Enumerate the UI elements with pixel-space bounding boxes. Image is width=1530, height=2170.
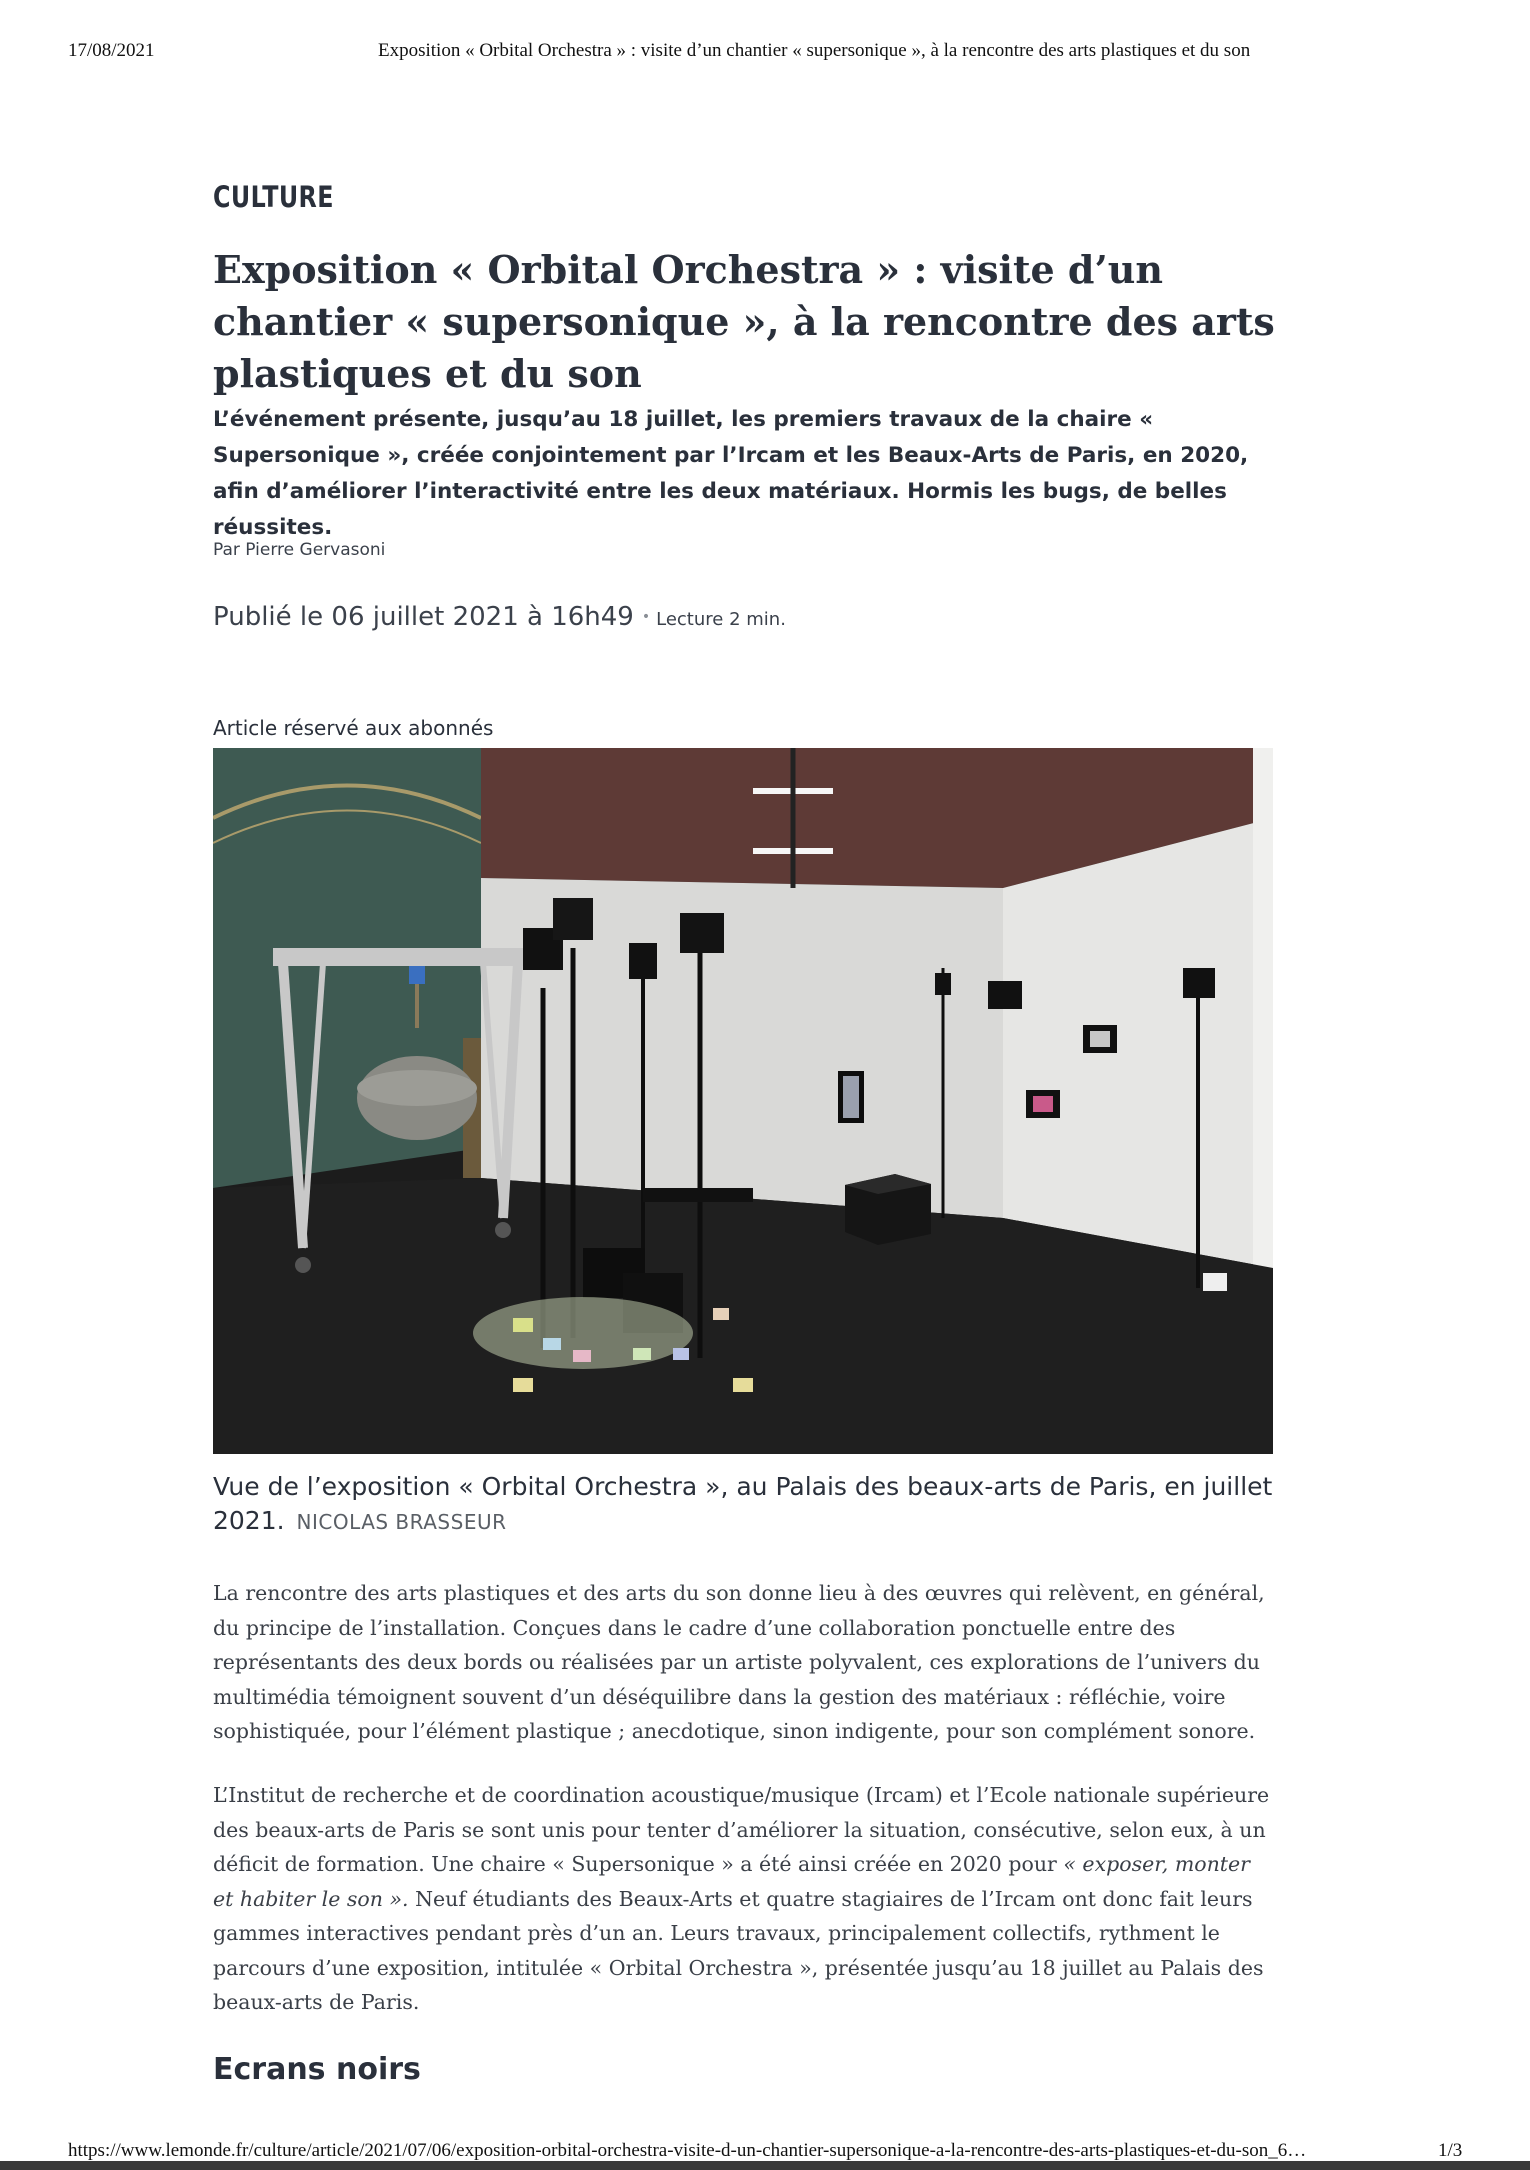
quote-text: « exposer, monter et habiter le son ».	[213, 1852, 1250, 1911]
photo-caption	[213, 1470, 1275, 1539]
print-date: 17/08/2021	[68, 40, 155, 61]
separator-dot: •	[641, 609, 651, 625]
section-label[interactable]: CULTURE	[213, 180, 334, 214]
photo-credit: NICOLAS BRASSEUR	[296, 1510, 507, 1534]
paragraph-text: Neuf étudiants des Beaux-Arts et quatre stagiaires de l’Ircam ont donc fait leurs gammes interactives pendant près d’un an. Leurs travaux, principalement collectifs, rythment le parcours d’une exposition, intitulée « Orbital Orchestra », présentée jusqu’au 18 juillet au Palais des beaux-arts de Paris.	[213, 1886, 1264, 2014]
byline: Par Pierre Gervasoni	[213, 540, 386, 560]
article-paragraph	[213, 1778, 1275, 2020]
exhibition-photo-illustration	[213, 748, 1273, 1454]
section-subheading: Ecrans noirs	[213, 2052, 421, 2087]
article-paragraph: La rencontre des arts plastiques et des arts du son donne lieu à des œuvres qui relèvent, en général, du principe de l’installation. Conçues dans le cadre d’une collaboration ponctuelle entre des représentants des deux bords ou réalisées par un artiste polyvalent, ces explorations de l’univers du multimédia témoignent souvent d’un déséquilibre dans la gestion des matériaux : réfléchie, voire sophistiquée, pour l’élément plastique ; anecdotique, sinon indigente, pour son complément sonore.	[213, 1581, 1265, 1743]
paragraph-text: L’Institut de recherche et de coordination acoustique/musique (Ircam) et l’Ecole nationale supérieure des beaux-arts de Paris se sont unis pour tenter d’améliorer la situation, consécutive, selon eux, à un déficit de formation. Une chaire « Supersonique » a été ainsi créée en 2020 pour	[213, 1783, 1270, 1876]
print-url: https://www.lemonde.fr/culture/article/2021/07/06/exposition-orbital-orchestra-visite-d-un-chantier-supersonique-a-la-rencontre-des-arts-plastiques-et-du-son_6…	[68, 2140, 1307, 2161]
print-page-number: 1/3	[1438, 2140, 1463, 2161]
subscriber-label: Article réservé aux abonnés	[213, 716, 494, 740]
bottom-edge	[0, 2161, 1530, 2170]
reading-time: Lecture 2 min.	[656, 609, 786, 630]
exhibition-photo[interactable]	[213, 748, 1273, 1454]
print-header	[0, 40, 1530, 70]
publication-date: Publié le 06 juillet 2021 à 16h49	[213, 602, 634, 632]
article-headline: Exposition « Orbital Orchestra » : visite d’un chantier « supersonique », à la rencontre des arts plastiques et du son	[213, 247, 1275, 396]
caption-text: Vue de l’exposition « Orbital Orchestra », au Palais des beaux-arts de Paris, en juillet 2021.	[213, 1472, 1273, 1535]
publication-info	[213, 602, 786, 632]
article-standfirst: L’événement présente, jusqu’au 18 juillet, les premiers travaux de la chaire « Supersonique », créée conjointement par l’Ircam et les Beaux-Arts de Paris, en 2020, afin d’améliorer l’interactivité entre les deux matériaux. Hormis les bugs, de belles réussites.	[213, 407, 1249, 540]
print-page-title: Exposition « Orbital Orchestra » : visite d’un chantier « supersonique », à la rencontre des arts plastiques et du son	[378, 40, 1251, 61]
